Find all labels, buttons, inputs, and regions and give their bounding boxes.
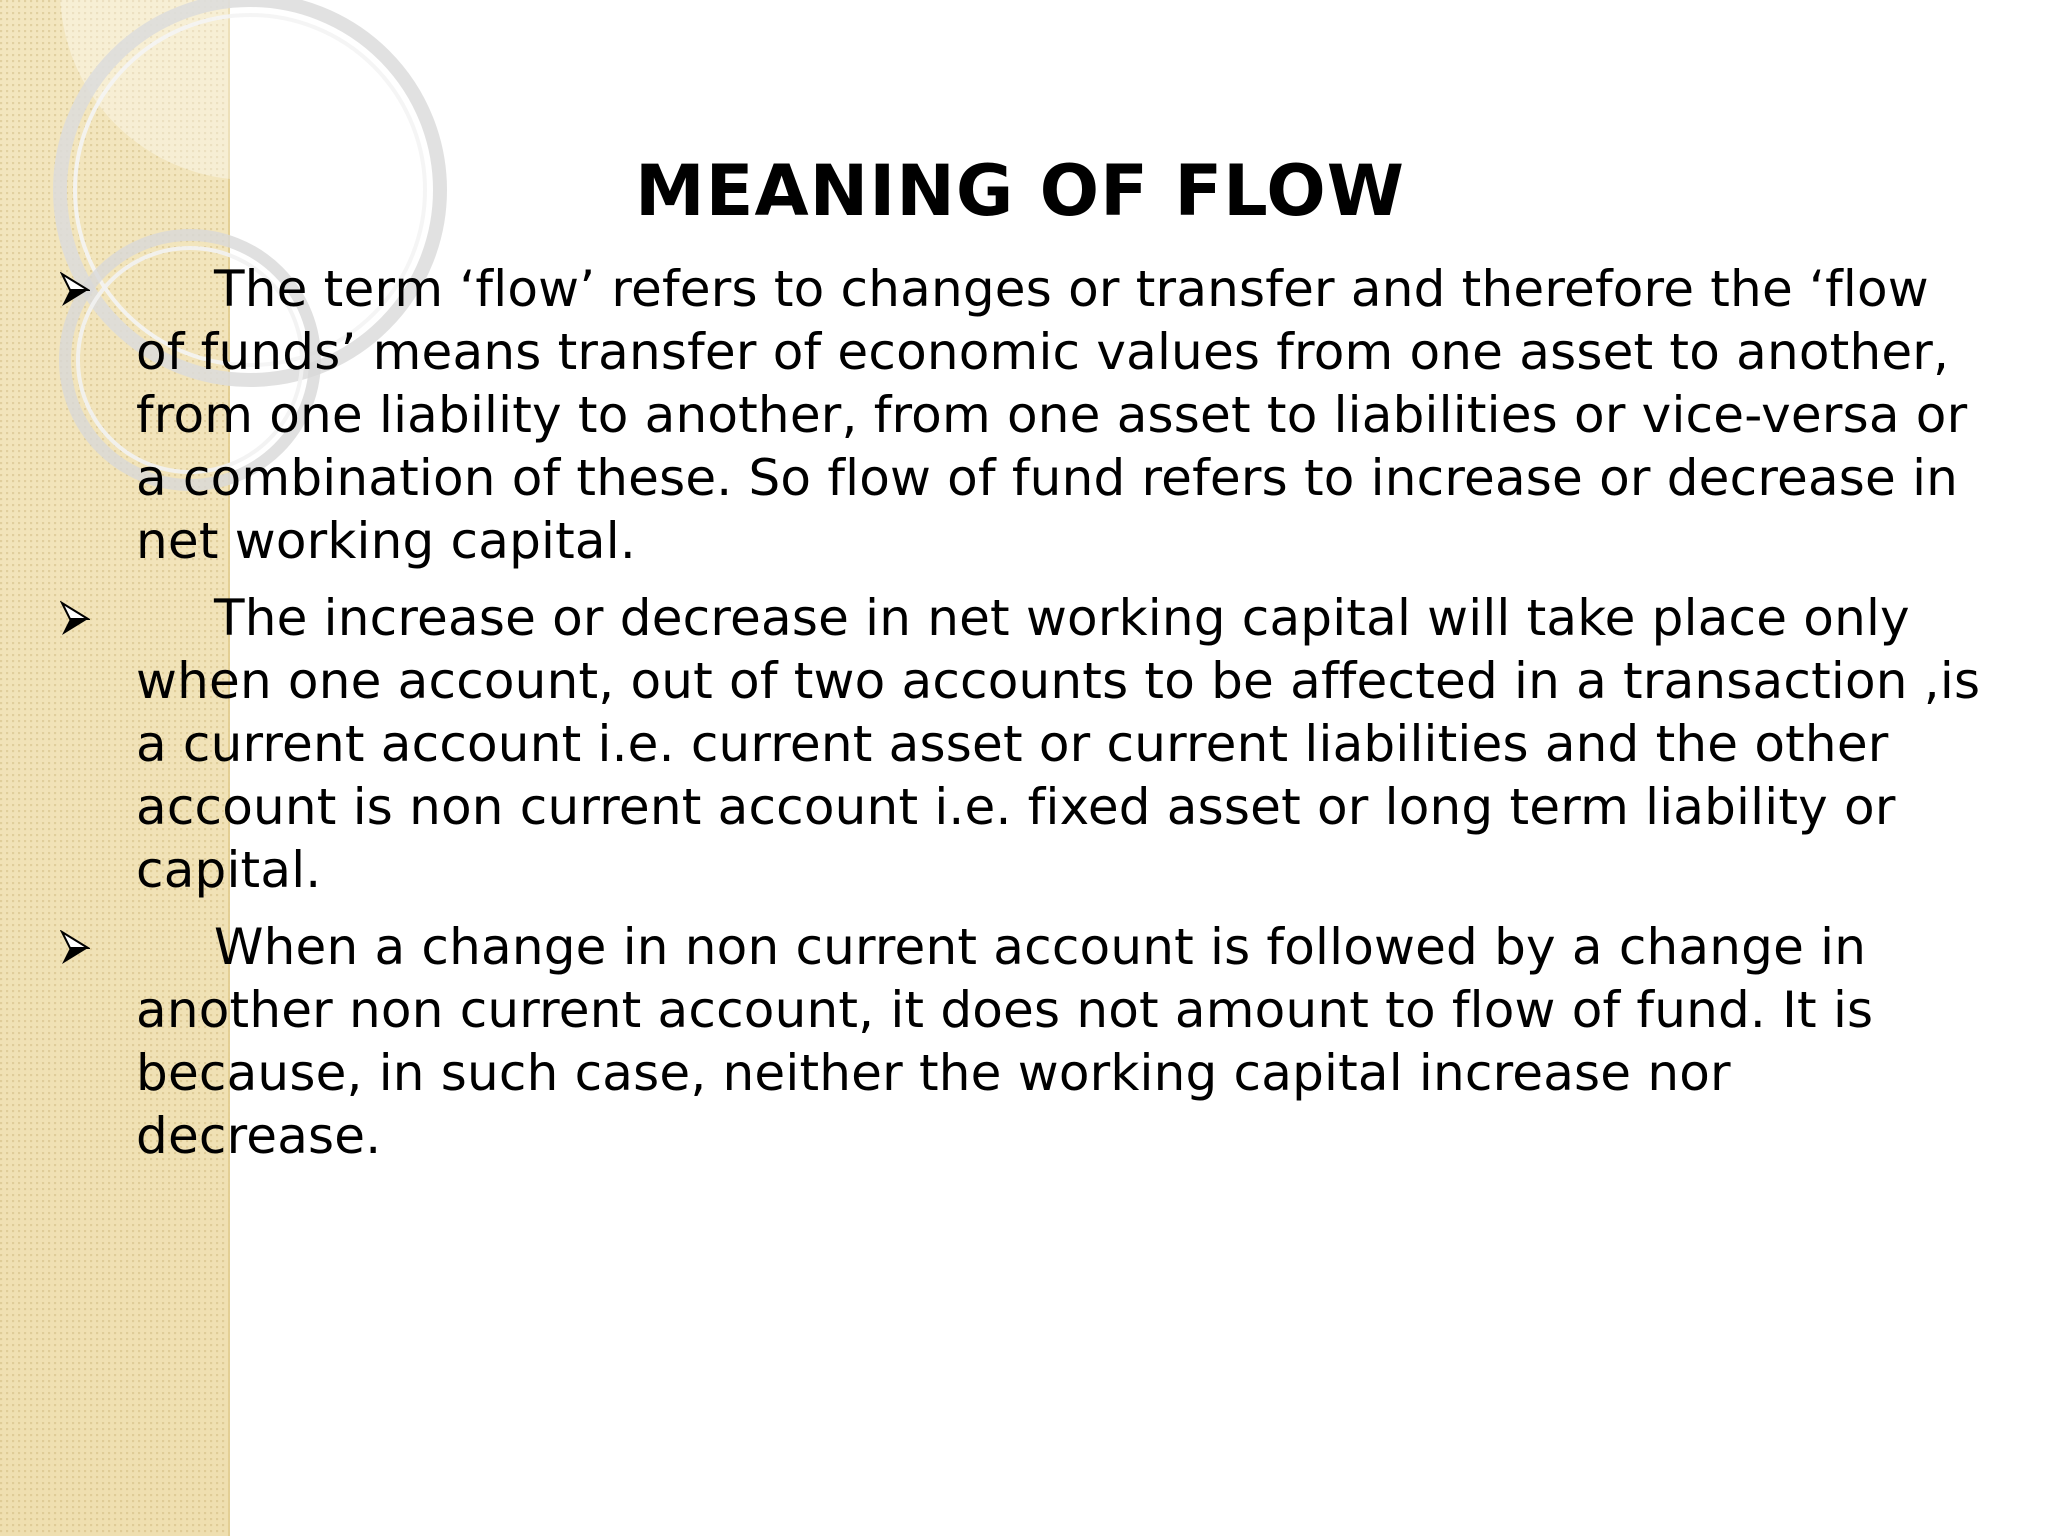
bullet-text: When a change in non current account is followed by a change in another non current account, it does not amount to flow of fund. It is because, in such case, neither the working capital increase nor decrease. xyxy=(136,918,1874,1165)
bullet-item xyxy=(60,587,1990,902)
bullet-item xyxy=(60,916,1990,1168)
bullet-text: The term ‘flow’ refers to changes or transfer and therefore the ‘flow of funds’ means transfer of economic values from one asset to another, from one liability to another, from one asset to liabilities or vice-versa or a combination of these. So flow of fund refers to increase or decrease in net working capital. xyxy=(136,260,1968,570)
bullet-item xyxy=(60,258,1990,573)
arrowhead-bullet-icon xyxy=(60,272,90,308)
bullet-text: The increase or decrease in net working capital will take place only when one account, out of two accounts to be affected in a transaction ,is a current account i.e. current asset or current liabilities and the other account is non current account i.e. fixed asset or long term liability or capital. xyxy=(136,589,1981,899)
bullet-list xyxy=(60,258,1990,1182)
arrowhead-bullet-icon xyxy=(60,930,90,966)
slide-title: MEANING OF FLOW xyxy=(634,150,1406,232)
arrowhead-bullet-icon xyxy=(60,601,90,637)
